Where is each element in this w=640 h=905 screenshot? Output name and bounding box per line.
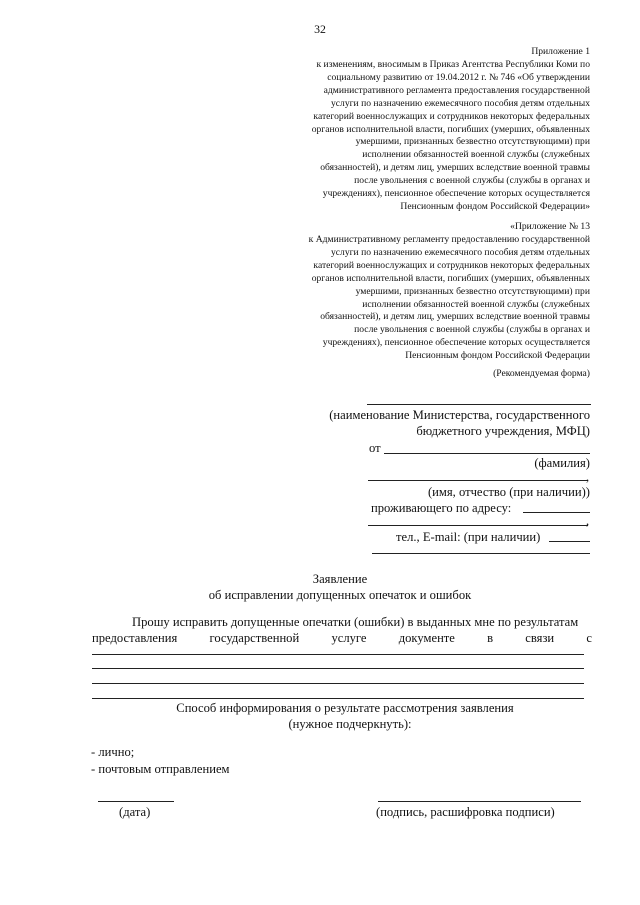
reason-line-3[interactable] [92, 683, 584, 684]
appendix-1-text [200, 59, 590, 214]
notification-method-title: Способ информирования о результате рассмотрения заявления [176, 701, 514, 715]
organization-caption-1: (наименование Министерства, государственного [329, 408, 590, 422]
appendix13-line: исполнении обязанностей военной службы (служебных [362, 298, 590, 310]
appendix-13-text [200, 234, 590, 363]
appendix1-line: обязанностей), и детям лиц, умерших вследствие военной травмы [320, 162, 590, 174]
surname-caption: (фамилия) [534, 456, 590, 470]
statement-body-line-2: предоставления государственной услуге документе в связи с [92, 631, 592, 645]
signature-line[interactable] [378, 801, 581, 802]
appendix-1-title: Приложение 1 [531, 46, 590, 57]
reason-line-1[interactable] [92, 654, 584, 655]
reason-line-4[interactable] [92, 698, 584, 699]
from-label: от [369, 441, 381, 455]
notification-hint: (нужное подчеркнуть): [288, 717, 412, 731]
organization-caption-2: бюджетного учреждения, МФЦ) [416, 424, 590, 438]
option-by-mail[interactable]: - почтовым отправлением [91, 762, 230, 776]
date-caption: (дата) [119, 805, 151, 819]
appendix1-line: после увольнения с военной службы (службы в органах и [354, 175, 590, 187]
applicant-name-line[interactable] [368, 480, 588, 481]
date-line[interactable] [98, 801, 174, 802]
appendix13-line: органов исполнительной власти, погибших (умерших, объявленных [311, 272, 590, 284]
signature-caption: (подпись, расшифровка подписи) [376, 805, 555, 819]
residing-label: проживающего по адресу: [371, 501, 512, 515]
page-number: 32 [314, 22, 326, 36]
appendix1-line: к изменениям, вносимым в Приказ Агентства Республики Коми по [316, 59, 590, 70]
appendix13-line: категорий военнослужащих и сотрудников некоторых федеральных [313, 259, 590, 271]
appendix13-line: учреждениях), пенсионное обеспечение которых осуществляется [322, 337, 590, 349]
address-line-2[interactable] [368, 525, 588, 526]
statement-body-line-1: Прошу исправить допущенные опечатки (ошибки) в выданных мне по результатам [132, 615, 579, 629]
contacts-line-1[interactable] [549, 541, 590, 542]
reason-line-2[interactable] [92, 668, 584, 669]
statement-title: Заявление [312, 572, 368, 586]
appendix1-line: органов исполнительной власти, погибших (умерших, объявленных [311, 123, 590, 135]
comma-1: , [586, 470, 590, 484]
appendix13-line: после увольнения с военной службы (службы в органах и [354, 324, 590, 336]
appendix13-line: обязанностей), и детям лиц, умерших вследствие военной травмы [320, 311, 590, 323]
contacts-label: тел., E-mail: (при наличии) [396, 530, 541, 544]
appendix1-line: социальному развитию от 19.04.2012 г. № 746 «Об утверждении [327, 71, 590, 83]
appendix1-line: учреждениях), пенсионное обеспечение которых осуществляется [322, 188, 590, 200]
comma-2: , [586, 514, 590, 528]
appendix1-line: умершими, признанных безвестно отсутствующими) при [355, 136, 590, 148]
appendix13-line: к Административному регламенту предоставлению государственной [308, 234, 590, 245]
applicant-surname-line[interactable] [384, 453, 590, 454]
appendix-13-title: «Приложение № 13 [510, 221, 590, 232]
appendix1-line: исполнении обязанностей военной службы (служебных [362, 149, 590, 161]
appendix13-line: умершими, признанных безвестно отсутствующими) при [355, 285, 590, 297]
option-in-person[interactable]: - лично; [91, 745, 135, 759]
appendix1-line: административного регламента предоставления государственной [323, 84, 590, 96]
appendix1-line: Пенсионным фондом Российской Федерации» [400, 200, 590, 212]
appendix13-line: услуги по назначению ежемесячного пособия детям отдельных [330, 246, 590, 258]
recommended-form-label: (Рекомендуемая форма) [493, 368, 590, 379]
statement-subtitle: об исправлении допущенных опечаток и ошибок [208, 588, 472, 602]
organization-line[interactable] [367, 404, 591, 405]
appendix13-line: Пенсионным фондом Российской Федерации [405, 350, 590, 362]
contacts-line-2[interactable] [372, 553, 590, 554]
appendix1-line: услуги по назначению ежемесячного пособия детям отдельных [330, 97, 590, 109]
name-caption: (имя, отчество (при наличии)) [427, 485, 590, 499]
address-line-1[interactable] [523, 512, 590, 513]
appendix1-line: категорий военнослужащих и сотрудников некоторых федеральных [313, 110, 590, 122]
